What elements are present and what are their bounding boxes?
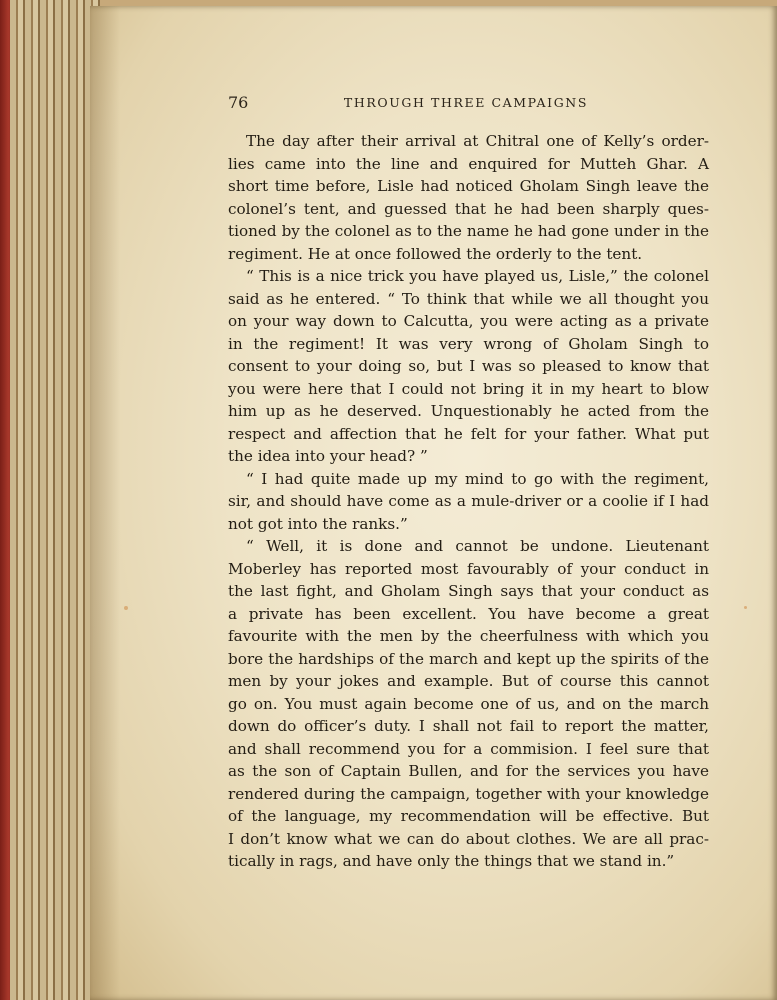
text-line: “ I had quite made up my mind to go with the regiment, (246, 469, 709, 488)
text-line: Moberley has reported most favourably of your conduct in (228, 559, 709, 578)
text-line: consent to your doing so, but I was so pleased to know that (228, 357, 709, 375)
text-line: tioned by the colonel as to the name he had gone under in the (228, 222, 709, 240)
text-line: favourite with the men by the cheerfulness with which you (228, 627, 709, 645)
text-line: bore the hardships of the march and kept up the spirits of the (228, 649, 709, 668)
text-line: said as he entered. “ To think that while we all thought you (228, 289, 709, 308)
text-line: short time before, Lisle had noticed Gholam Singh leave the (228, 177, 709, 195)
text-line: not got into the ranks.” (228, 514, 408, 533)
text-line: on your way down to Calcutta, you were acting as a private (228, 312, 709, 330)
text-line: as the son of Captain Bullen, and for the services you have (228, 762, 709, 780)
text-line: colonel’s tent, and guessed that he had been sharply ques- (228, 199, 709, 218)
text-line: of the language, my recommendation will be effective. But (228, 807, 709, 825)
text-line: a private has been excellent. You have become a great (228, 604, 709, 623)
text-line: lies came into the line and enquired for Mutteh Ghar. A (228, 154, 709, 173)
text-line: “ Well, it is done and cannot be undone. Lieutenant (246, 537, 709, 555)
paper-speck (124, 606, 128, 610)
text-line: I don’t know what we can do about clothes. We are all prac- (228, 829, 709, 848)
running-title: THROUGH THREE CAMPAIGNS (343, 95, 588, 110)
text-line: and shall recommend you for a commision. I feel sure that (228, 739, 709, 758)
paper-speck (744, 606, 747, 609)
page-stack-edges (10, 0, 100, 1000)
text-line: “ This is a nice trick you have played us, Lisle,” the colonel (246, 267, 709, 285)
text-line: you were here that I could not bring it in my heart to blow (228, 379, 709, 398)
text-line: the last fight, and Gholam Singh says that your conduct as (228, 582, 709, 600)
text-line: in the regiment! It was very wrong of Gholam Singh to (228, 334, 709, 353)
text-line: rendered during the campaign, together with your knowledge (228, 784, 709, 803)
text-line: tically in rags, and have only the things that we stand in.” (228, 852, 675, 870)
text-line: respect and affection that he felt for your father. What put (228, 424, 709, 443)
text-line: The day after their arrival at Chitral one of Kelly’s order- (246, 132, 709, 150)
page-number: 76 (228, 93, 249, 112)
text-line: him up as he deserved. Unquestionably he acted from the (228, 402, 709, 420)
text-line: men by your jokes and example. But of course this cannot (228, 672, 709, 690)
body-text (228, 130, 709, 873)
text-line: the idea into your head? ” (228, 447, 428, 465)
text-line: sir, and should have come as a mule-driver or a coolie if I had (228, 492, 709, 510)
text-line: go on. You must again become one of us, and on the march (228, 694, 709, 713)
text-line: down do officer’s duty. I shall not fail to report the matter, (228, 717, 709, 735)
text-line: regiment. He at once followed the orderly to the tent. (228, 244, 643, 263)
gutter-shadow (90, 6, 120, 1000)
running-head (228, 93, 588, 113)
